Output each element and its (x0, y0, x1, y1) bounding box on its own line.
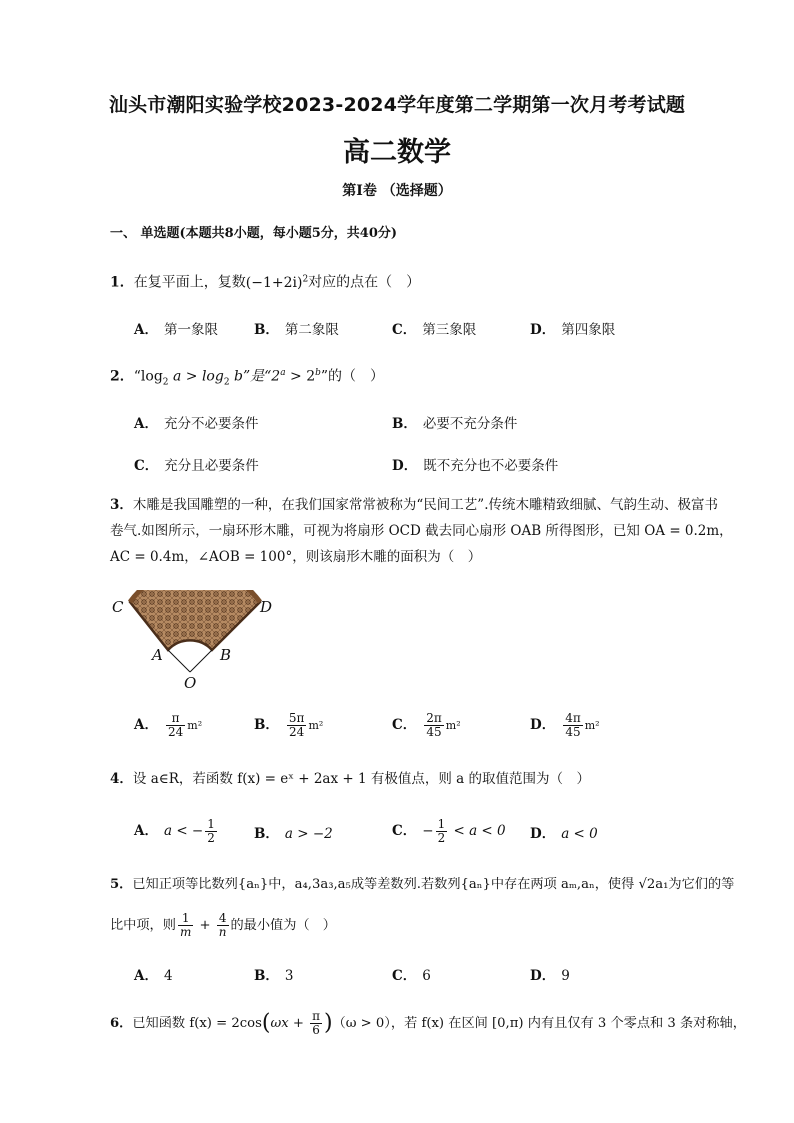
denominator: 2 (207, 831, 215, 845)
option-text: 第一象限 (163, 322, 218, 338)
q3-option-d[interactable] (530, 712, 600, 739)
q2-text: ”的（ ） (320, 368, 385, 385)
fraction (166, 712, 185, 739)
fraction (287, 712, 307, 739)
question-number: 3． (110, 497, 133, 513)
question-3 (110, 492, 740, 570)
option-text: a < 0 (561, 826, 598, 842)
option-letter: A． (134, 968, 158, 984)
unit: m² (308, 719, 324, 732)
option-letter: C． (392, 322, 417, 338)
label-d: D (260, 598, 273, 616)
question-6 (110, 1010, 760, 1037)
q2-text: b”是“2 (229, 368, 281, 385)
q5-line-2-tail: 的最小值为（ ） (230, 918, 336, 933)
option-letter: A． (134, 823, 158, 839)
numerator: 5π (288, 711, 305, 725)
q6-text: 已知函数 f(x) = 2cos (132, 1016, 262, 1031)
q6-text-tail: （ω > 0），若 f(x) 在区间 [0,π) 内有且仅有 3 个零点和 3 条对称轴， (332, 1016, 746, 1031)
option-letter: A． (134, 717, 158, 733)
paren-close: ) (323, 1010, 333, 1036)
option-letter: A． (134, 416, 158, 432)
q3-option-a[interactable] (134, 712, 202, 739)
question-number: 5． (110, 877, 133, 892)
option-letter: D． (530, 826, 556, 842)
option-letter: A． (134, 322, 158, 338)
denominator: m (179, 925, 192, 939)
complex-expression (246, 275, 308, 291)
fraction (424, 712, 444, 739)
option-letter: B． (392, 416, 417, 432)
q5-option-c[interactable] (392, 964, 431, 984)
paren-open: ( (261, 1010, 271, 1036)
q1-option-b[interactable] (254, 318, 339, 338)
fraction-1-over-m (178, 912, 193, 939)
unit: m² (445, 719, 461, 732)
fraction-pi-over-6 (310, 1010, 322, 1037)
option-text: a < − (163, 823, 204, 839)
denominator: 45 (565, 725, 581, 739)
option-letter: D． (530, 968, 556, 984)
radius-oa (168, 650, 190, 672)
option-letter: D． (530, 322, 556, 338)
option-text: 第四象限 (561, 322, 616, 338)
q3-option-b[interactable] (254, 712, 323, 739)
question-5 (110, 872, 750, 939)
volume-heading: 第Ⅰ卷 （选择题） (342, 183, 452, 199)
option-letter: C． (134, 458, 159, 474)
log-base: 2 (223, 377, 230, 388)
question-text-tail: 对应的点在（ ） (308, 274, 421, 291)
q4-option-a[interactable] (134, 818, 219, 845)
expr-base: (−1+2i) (245, 274, 303, 291)
option-letter: B． (254, 322, 279, 338)
question-number: 1． (110, 274, 134, 291)
question-text: 在复平面上，复数 (133, 274, 246, 291)
numerator: π (166, 712, 185, 726)
option-text: 必要不充分条件 (422, 416, 518, 432)
q6-inner: ωx + (270, 1016, 309, 1031)
option-letter: C． (392, 823, 417, 839)
option-text: < a < 0 (449, 823, 506, 839)
label-b: B (220, 646, 232, 664)
label-o: O (184, 674, 197, 692)
denominator: 24 (289, 725, 305, 739)
option-text: 9 (561, 968, 570, 984)
fan-carving-figure (108, 590, 288, 700)
option-text: 4 (163, 968, 173, 984)
fraction-4-over-n (217, 912, 229, 939)
question-4 (110, 766, 740, 792)
question-text: 设 a∈R，若函数 f(x) = eˣ + 2ax + 1 有极值点，则 a 的取值范围为（ ） (132, 771, 590, 787)
unit: m² (187, 719, 203, 732)
question-number: 2． (110, 368, 134, 385)
q2-option-a[interactable] (134, 412, 258, 432)
q1-option-d[interactable] (530, 318, 615, 338)
section-heading: 一、 单选题(本题共8小题，每小题5分，共40分) (110, 226, 398, 241)
question-2 (110, 360, 740, 395)
q2-option-d[interactable] (392, 454, 558, 474)
label-a: A (152, 646, 163, 664)
denominator: n (218, 925, 227, 939)
q2-text: > 2 (285, 368, 316, 385)
option-text: 6 (422, 968, 431, 984)
q2-option-c[interactable] (134, 454, 259, 474)
radius-ob (190, 650, 212, 672)
option-text: − (422, 823, 434, 839)
fraction (436, 818, 448, 845)
option-letter: D． (530, 717, 556, 733)
fraction (563, 712, 583, 739)
numerator: 4 (217, 912, 229, 926)
annular-sector (130, 590, 260, 650)
numerator: 2π (426, 711, 442, 725)
q5-option-d[interactable] (530, 964, 570, 984)
q3-line-1: 木雕是我国雕塑的一种，在我们国家常常被称为“民间工艺”.传统木雕精致细腻、气韵生动、极富书 (132, 497, 718, 513)
fraction (205, 818, 217, 845)
option-text: a > −2 (284, 826, 333, 842)
option-letter: B． (254, 968, 279, 984)
q3-option-c[interactable] (392, 712, 461, 739)
option-letter: C． (392, 968, 417, 984)
numerator: 1 (437, 817, 446, 831)
question-1 (110, 266, 740, 296)
option-text: 第三象限 (422, 322, 477, 338)
q4-option-b[interactable] (254, 822, 333, 842)
denominator: 6 (312, 1023, 320, 1037)
exam-title: 汕头市潮阳实验学校2023-2024学年度第二学期第一次月考考试题 (108, 94, 686, 116)
denominator: 2 (437, 831, 446, 845)
q4-option-c[interactable] (392, 818, 506, 845)
q5-line-2: 比中项，则 (110, 918, 176, 933)
unit: m² (584, 719, 600, 732)
exponent-b: b (315, 368, 321, 378)
option-letter: B． (254, 826, 279, 842)
q1-option-a[interactable] (134, 318, 218, 338)
option-text: 第二象限 (284, 322, 339, 338)
q2-text: “log (133, 368, 163, 385)
option-text: 充分且必要条件 (164, 458, 259, 474)
exponent-a: a (280, 368, 286, 378)
q3-line-3: AC = 0.4m，∠AOB = 100°，则该扇形木雕的面积为（ ） (110, 549, 482, 565)
denominator: 24 (167, 725, 184, 739)
q4-option-d[interactable] (530, 822, 598, 842)
option-text: 既不充分也不必要条件 (423, 458, 559, 474)
option-letter: D． (392, 458, 418, 474)
option-text: 3 (284, 968, 294, 984)
q5-option-b[interactable] (254, 964, 294, 984)
question-number: 6． (110, 1016, 133, 1031)
numerator: 1 (178, 912, 193, 926)
q5-line-1: 已知正项等比数列{aₙ}中，a₄,3a₃,a₅成等差数列.若数列{aₙ}中存在两项 aₘ,aₙ，使得 √2a₁为它们的等 (132, 877, 735, 892)
numerator: π (312, 1009, 320, 1023)
option-letter: B． (254, 717, 279, 733)
expr-exponent: 2 (302, 274, 309, 284)
q5-option-a[interactable] (134, 964, 173, 984)
exam-subject: 高二数学 (343, 137, 451, 168)
numerator: 1 (207, 817, 215, 831)
q1-option-c[interactable] (392, 318, 476, 338)
option-letter: C． (392, 717, 417, 733)
q3-line-2: 卷气.如图所示，一扇环形木雕，可视为将扇形 OCD 截去同心扇形 OAB 所得图形，已知 OA = 0.2m， (110, 523, 733, 539)
log-base: 2 (162, 377, 169, 388)
q2-option-b[interactable] (392, 412, 517, 432)
question-number: 4． (110, 771, 133, 787)
denominator: 45 (426, 725, 442, 739)
numerator: 4π (565, 711, 581, 725)
q2-text: a > log (168, 368, 224, 385)
option-text: 充分不必要条件 (163, 416, 259, 432)
label-c: C (112, 598, 124, 616)
plus-sign: + (195, 918, 215, 933)
